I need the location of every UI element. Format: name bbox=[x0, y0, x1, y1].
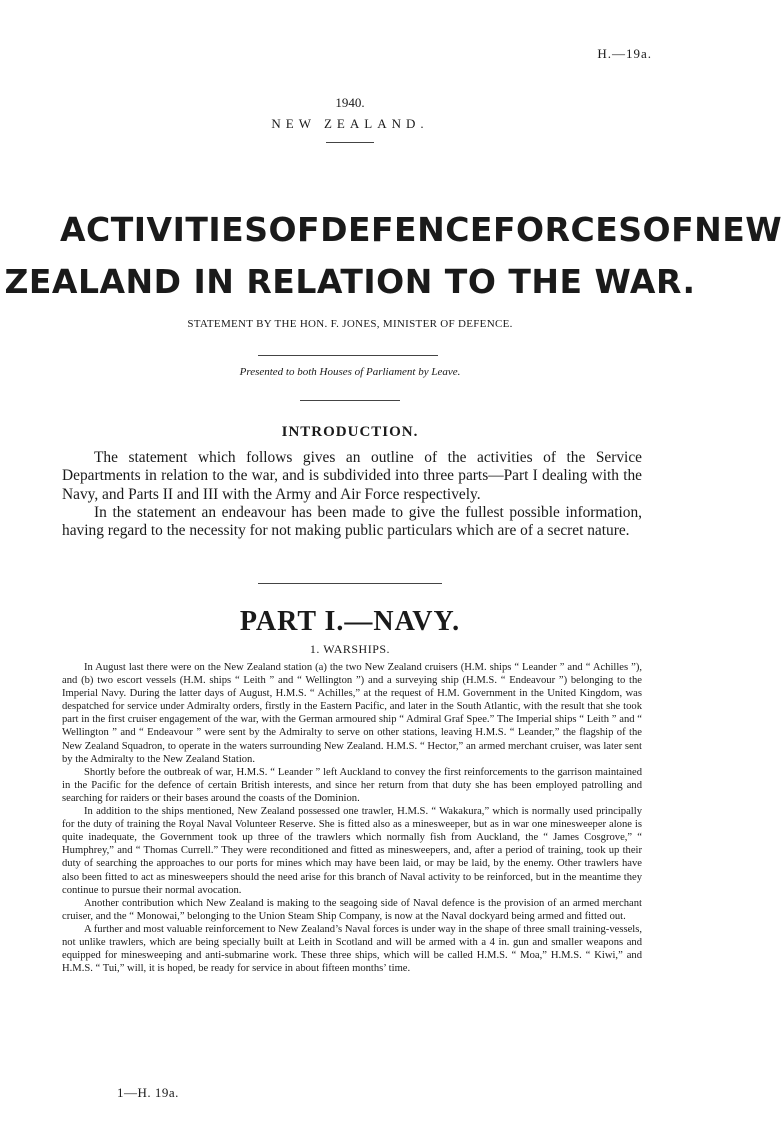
divider bbox=[326, 142, 374, 143]
divider bbox=[258, 583, 442, 584]
title-word: FORCES bbox=[492, 210, 643, 249]
country-heading: NEW ZEALAND. bbox=[271, 116, 429, 131]
paragraph: In the statement an endeavour has been made to give the fullest possible information, having regard to the necessity for not making public particulars which are of a secret nature. bbox=[62, 503, 642, 540]
paragraph: The statement which follows gives an outline of the activities of the Service Departments in relation to the war, and is subdivided into three parts—Part I dealing with the Navy, and Parts II and III with the Army and Air Force respectively. bbox=[62, 449, 642, 503]
document-year: 1940. bbox=[335, 95, 365, 110]
paragraph: In August last there were on the New Zealand station (a) the two New Zealand cruisers (H.M. ships “ Leander ” and “ Achilles ”), and (b) two escort vessels (H.M. ships “ Leith ” and “ Wellington ”) and a surveying ship (H.M.S. “ Endeavour ”) belonging to the Imperial Navy. During the latter days of August, H.M.S. “ Achilles,” at the request of H.M. Government in the United Kingdom, was despatched for service under Admiralty orders, firstly in the Eastern Pacific, and later in the South Atlantic, with the result that she took part in the first cruiser engagement of the war, with the German armoured ship “ Admiral Graf Spee.” The Imperial ships “ Leith ” and “ Wellington ” and “ Endeavour ” were sent by the Admiralty to serve on other stations, leaving H.M.S. “ Leander,” the flagship of the New Zealand Squadron, to operate in the waters surrounding New Zealand. H.M.S. “ Hector,” an armed merchant cruiser, was later sent by the Admiralty to the New Zealand Station. bbox=[62, 662, 642, 765]
statement-byline: STATEMENT BY THE HON. F. JONES, MINISTER OF DEFENCE. bbox=[187, 318, 513, 330]
title-line-1 bbox=[60, 210, 782, 249]
section-body bbox=[62, 661, 642, 975]
divider bbox=[258, 355, 438, 356]
title-word: OF bbox=[642, 210, 695, 249]
paragraph: Another contribution which New Zealand is making to the seagoing side of Naval defence is the provision of an armed merchant cruiser, and the “ Monowai,” belonging to the Union Steam Ship Company, is now at the Naval dockyard being armed and fitted out. bbox=[62, 897, 642, 922]
page-reference: H.—19a. bbox=[597, 46, 652, 61]
introduction-body bbox=[62, 449, 642, 540]
title-line-2: ZEALAND IN RELATION TO THE WAR. bbox=[4, 262, 696, 301]
title-word: OF bbox=[268, 210, 321, 249]
paragraph: Shortly before the outbreak of war, H.M.S. “ Leander ” left Auckland to convey the first reinforcements to the garrison maintained in the Pacific for the defence of certain British interests, and since her return from that duty she has been employed patrolling and searching for raiders or their bases around the coasts of the Dominion. bbox=[62, 766, 642, 804]
part-heading: PART I.—NAVY. bbox=[239, 606, 461, 637]
paragraph: A further and most valuable reinforcement to New Zealand’s Naval forces is under way in the shape of three small training-vessels, not unlike trawlers, which are being specially built at Leith in Scotland and will be armed with a 4 in. gun and smaller weapons and equipped for minesweeping and anti-submarine work. These three ships, which will be called H.M.S. “ Moa,” H.M.S. “ Kiwi,” and H.M.S. “ Tui,” will, it is hoped, be ready for service in about fifteen months’ time. bbox=[62, 923, 642, 975]
introduction-heading: INTRODUCTION. bbox=[281, 424, 419, 440]
presented-note: Presented to both Houses of Parliament by Leave. bbox=[239, 366, 461, 378]
page-footer: 1—H. 19a. bbox=[117, 1085, 179, 1100]
title-word: DEFENCE bbox=[320, 210, 493, 249]
paragraph: In addition to the ships mentioned, New Zealand possessed one trawler, H.M.S. “ Wakakura,” which is normally used principally for the duty of training the Royal Naval Volunteer Reserve. She is fitted also as a minesweeper, but as in war one minesweeper alone is quite inadequate, the Government took up three of the trawlers which normally fish from Auckland, the “ James Cosgrove,” “ Humphrey,” and “ Thomas Currell.” They were reconditioned and fitted as minesweepers, and, after a period of training, took up their duty of searching the approaches to our ports for mines which may have been laid, or may be laid, by the enemy. Other trawlers have also been fitted to act as minesweepers should the need arise for this branch of Naval activity to be reinforced, but in the meantime they continue to pursue their normal avocation. bbox=[62, 806, 642, 896]
title-word: NEW bbox=[694, 210, 782, 249]
section-heading: 1. WARSHIPS. bbox=[309, 642, 391, 656]
title-word: ACTIVITIES bbox=[60, 210, 269, 249]
divider bbox=[300, 400, 400, 401]
